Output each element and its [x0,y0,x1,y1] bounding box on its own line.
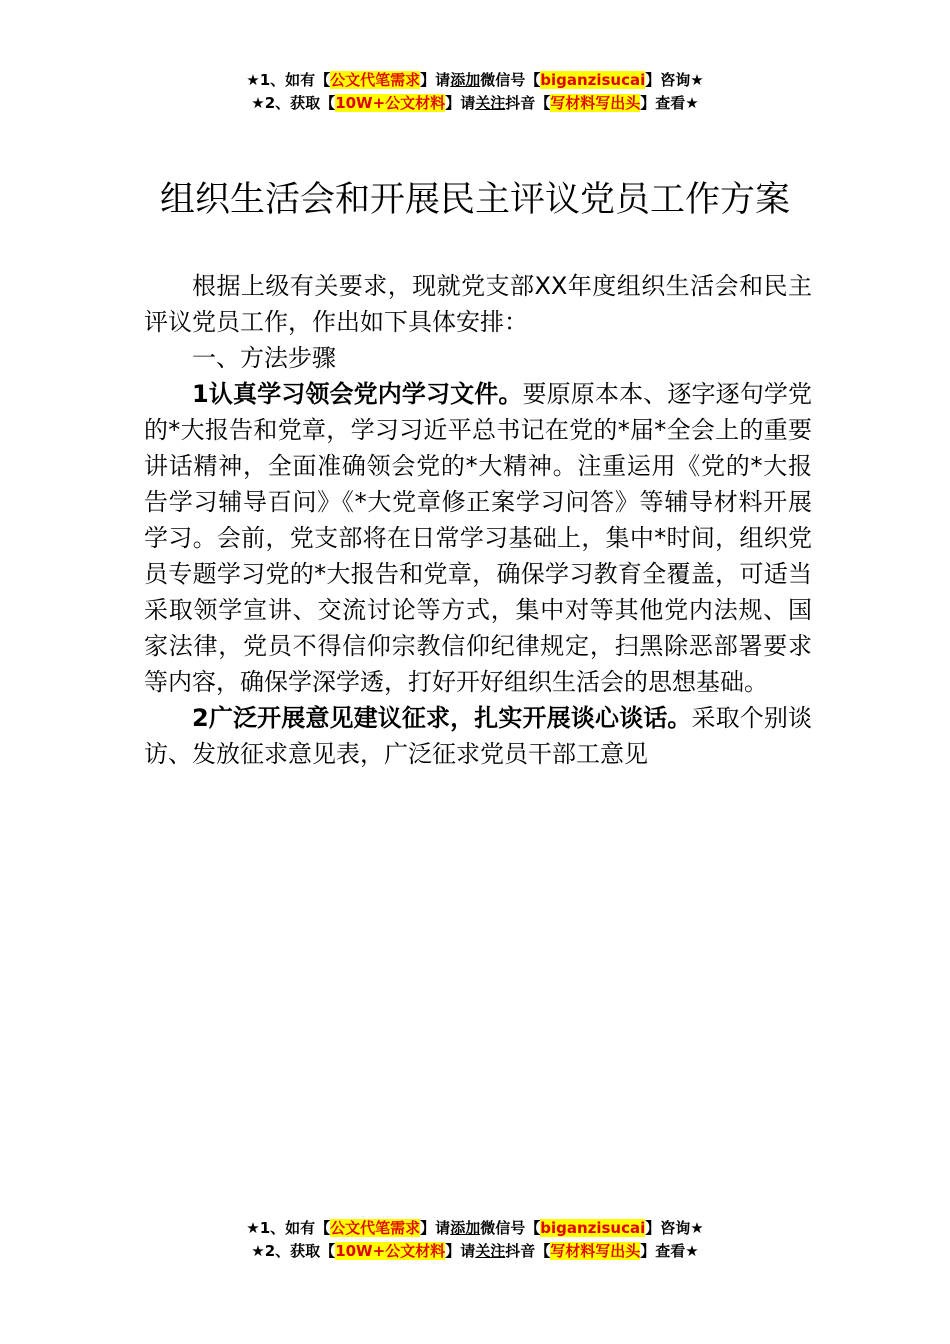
paragraph-intro [144,268,812,340]
paragraph-step-1 [144,376,812,700]
promo-emphasis: 关注 [475,94,506,112]
document-title: 组织生活会和开展民主评议党员工作方案 [159,180,790,220]
promo-line-1 [0,1217,950,1240]
promo-text: 微信号【 [480,1219,541,1237]
promo-text: 】咨询★ [645,71,704,89]
paragraph-text: 一、方法步骤 [192,344,336,372]
footer-promo-banner [0,1217,950,1263]
promo-text: 抖音【 [505,1242,551,1260]
promo-text: ★1、如有【 [246,71,331,89]
promo-text: 】请 [420,1219,451,1237]
paragraph-heading: 2广泛开展意见建议征求，扎实开展谈心谈话。 [192,704,692,732]
promo-highlight-douyin: 写材料写出头 [550,94,641,112]
paragraph-step-2 [144,700,812,772]
promo-emphasis: 添加 [450,71,481,89]
paragraph-text: 要原原本本、逐字逐句学党的*大报告和党章，学习习近平总书记在党的*届*全会上的重要讲话精神，全面准确领会党的*大精神。注重运用《党的*大报告学习辅导百问》《*大党章修正案学习问答》等辅导材料开展学习。会前，党支部将在日常学习基础上，集中*时间，组织党员专题学习党的*大报告和党章，确保学习教育全覆盖，可适当采取领学宣讲、交流讨论等方式，集中对等其他党内法规、国家法律，党员不得信仰宗教信仰纪律规定，扫黑除恶部署要求等内容，确保学深学透，打好开好组织生活会的思想基础。 [144,380,812,696]
promo-line-2 [0,92,950,115]
paragraph-text: 采取个别谈访、发放征求意见表，广泛征求党员干部工意见 [144,704,812,768]
promo-highlight-service: 公文代笔需求 [330,71,421,89]
promo-text: 抖音【 [505,94,551,112]
promo-line-1 [0,69,950,92]
promo-text: 】请 [445,94,476,112]
promo-text: ★1、如有【 [246,1219,331,1237]
promo-text: ★2、获取【 [251,94,336,112]
promo-emphasis: 添加 [450,1219,481,1237]
promo-highlight-wechat: biganzisucai [540,71,646,89]
promo-text: 】查看★ [640,1242,699,1260]
document-body [144,268,812,772]
promo-text: 微信号【 [480,71,541,89]
promo-highlight-materials: 10W+公文材料 [335,1242,446,1260]
section-heading-methods [144,340,812,376]
promo-text: 】请 [445,1242,476,1260]
promo-line-2 [0,1240,950,1263]
promo-text: 】咨询★ [645,1219,704,1237]
header-promo-banner [0,69,950,115]
promo-highlight-service: 公文代笔需求 [330,1219,421,1237]
promo-text: 】查看★ [640,94,699,112]
promo-highlight-wechat: biganzisucai [540,1219,646,1237]
promo-text: 】请 [420,71,451,89]
promo-text: ★2、获取【 [251,1242,336,1260]
promo-highlight-douyin: 写材料写出头 [550,1242,641,1260]
paragraph-text: 根据上级有关要求，现就党支部XX年度组织生活会和民主评议党员工作，作出如下具体安排： [144,272,812,336]
promo-emphasis: 关注 [475,1242,506,1260]
paragraph-heading: 1认真学习领会党内学习文件。 [192,380,523,408]
promo-highlight-materials: 10W+公文材料 [335,94,446,112]
